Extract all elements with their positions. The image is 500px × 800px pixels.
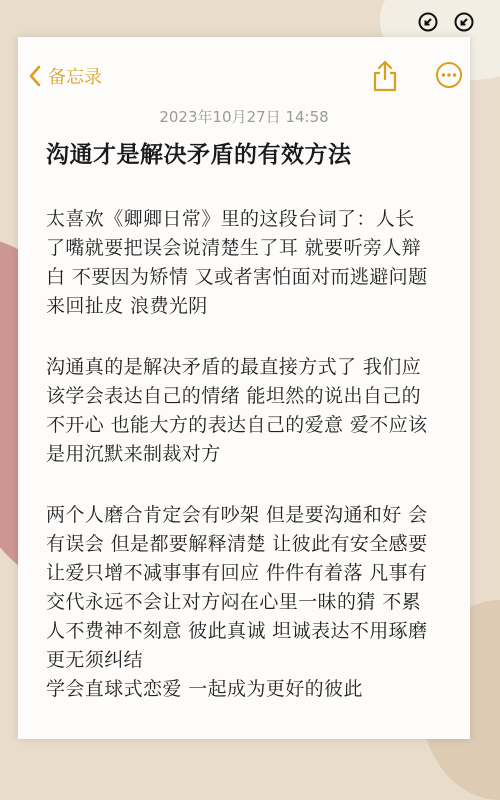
text-line: 不开心 也能大方的表达自己的爱意 爱不应该 xyxy=(46,414,428,436)
note-date: 2023年10月27日 14:58 xyxy=(159,108,329,126)
text-line: 了嘴就要把误会说清楚生了耳 就要听旁人辩 xyxy=(46,237,422,259)
text-line: 学会直球式恋爱 一起成为更好的彼此 xyxy=(46,678,363,700)
back-label: 备忘录 xyxy=(48,67,102,88)
paragraph xyxy=(46,501,456,704)
text-line: 两个人磨合肯定会有吵架 但是要沟通和好 会 xyxy=(46,504,428,526)
note-body[interactable] xyxy=(46,205,456,704)
more-icon[interactable] xyxy=(435,61,463,89)
note-screen xyxy=(18,37,470,739)
paragraph xyxy=(46,353,456,469)
text-line: 是用沉默来制裁对方 xyxy=(46,443,221,465)
navigation-bar xyxy=(18,59,470,97)
corner-icons xyxy=(418,12,474,32)
arrow-circle-icon[interactable] xyxy=(418,12,438,32)
text-line: 太喜欢《卿卿日常》里的这段台词了：人长 xyxy=(46,208,415,230)
text-line: 来回扯皮 浪费光阴 xyxy=(46,295,208,317)
note-title[interactable]: 沟通才是解决矛盾的有效方法 xyxy=(46,142,352,168)
text-line: 人不费神不刻意 彼此真诚 坦诚表达不用琢磨 xyxy=(46,620,428,642)
back-button[interactable] xyxy=(28,63,102,89)
arrow-circle-icon[interactable] xyxy=(454,12,474,32)
text-line: 白 不要因为矫情 又或者害怕面对而逃避问题 xyxy=(46,266,428,288)
text-line: 让爱只增不减事事有回应 件件有着落 凡事有 xyxy=(46,562,428,584)
text-line: 交代永远不会让对方闷在心里一昧的猜 不累 xyxy=(46,591,422,613)
text-line: 沟通真的是解决矛盾的最直接方式了 我们应 xyxy=(46,356,422,378)
share-icon[interactable] xyxy=(370,59,400,93)
text-line: 有误会 但是都要解释清楚 让彼此有安全感要 xyxy=(46,533,428,555)
chevron-left-icon xyxy=(28,65,42,87)
paragraph xyxy=(46,205,456,321)
text-line: 更无须纠结 xyxy=(46,649,144,671)
text-line: 该学会表达自己的情绪 能坦然的说出自己的 xyxy=(46,385,422,407)
